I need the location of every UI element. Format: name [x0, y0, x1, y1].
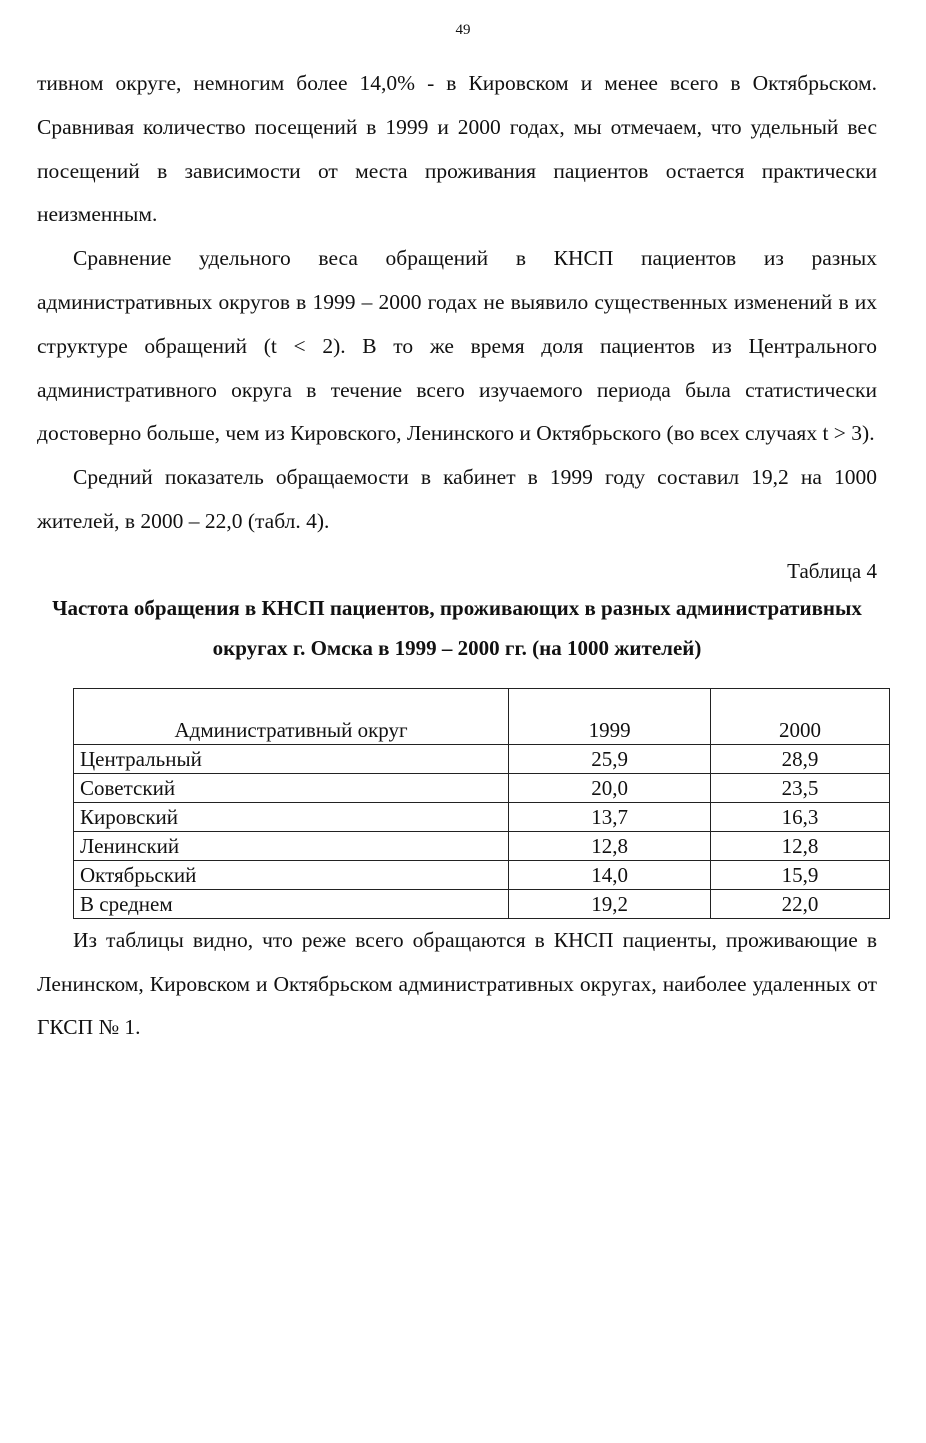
- table-row: [74, 773, 890, 802]
- header-district: Административный округ: [74, 688, 509, 744]
- header-2000: 2000: [711, 688, 890, 744]
- row-value-2000: 23,5: [711, 773, 890, 802]
- row-value-1999: 14,0: [509, 860, 711, 889]
- paragraph-2: Сравнение удельного веса обращений в КНСП пациентов из разных административных округов в 1999 – 2000 годах не выявило существенных изменений в их структуре обращений (t < 2). В то же время доля пациентов из Центрального административного округа в течение всего изучаемого периода была статистически достоверно больше, чем из Кировского, Ленинского и Октябрьского (во всех случаях t > 3).: [37, 246, 877, 446]
- table-header-row: [74, 688, 890, 744]
- row-value-2000: 12,8: [711, 831, 890, 860]
- row-value-2000: 15,9: [711, 860, 890, 889]
- table-number: Таблица 4: [787, 558, 877, 583]
- table-title: Частота обращения в КНСП пациентов, проживающих в разных административных округах г. Омска в 1999 – 2000 гг. (на 1000 жителей): [52, 595, 862, 660]
- page-content: [37, 62, 877, 1050]
- table-row: [74, 802, 890, 831]
- paragraph-1: тивном округе, немногим более 14,0% - в Кировском и менее всего в Октябрьском. Сравнивая количество посещений в 1999 и 2000 годах, мы отмечаем, что удельный вес посещений в зависимости от места проживания пациентов остается практически неизменным.: [37, 71, 877, 227]
- row-value-1999: 20,0: [509, 773, 711, 802]
- data-table: [73, 688, 890, 919]
- row-district: Советский: [74, 773, 509, 802]
- header-1999: 1999: [509, 688, 711, 744]
- row-value-1999: 12,8: [509, 831, 711, 860]
- table-row: [74, 831, 890, 860]
- page-number: 49: [455, 22, 471, 38]
- row-district: Центральный: [74, 744, 509, 773]
- row-value-1999: 25,9: [509, 744, 711, 773]
- paragraph-3: Средний показатель обращаемости в кабинет в 1999 году составил 19,2 на 1000 жителей, в 2000 – 22,0 (табл. 4).: [37, 465, 877, 533]
- row-value-2000: 16,3: [711, 802, 890, 831]
- table-row: [74, 860, 890, 889]
- row-district: В среднем: [74, 889, 509, 918]
- row-district: Ленинский: [74, 831, 509, 860]
- row-value-2000: 28,9: [711, 744, 890, 773]
- row-district: Октябрьский: [74, 860, 509, 889]
- row-district: Кировский: [74, 802, 509, 831]
- table-row-average: [74, 889, 890, 918]
- paragraph-4: Из таблицы видно, что реже всего обращаются в КНСП пациенты, проживающие в Ленинском, Кировском и Октябрьском административных округах, наиболее удаленных от ГКСП № 1.: [37, 927, 877, 1040]
- table-row: [74, 744, 890, 773]
- row-value-1999: 19,2: [509, 889, 711, 918]
- row-value-1999: 13,7: [509, 802, 711, 831]
- row-value-2000: 22,0: [711, 889, 890, 918]
